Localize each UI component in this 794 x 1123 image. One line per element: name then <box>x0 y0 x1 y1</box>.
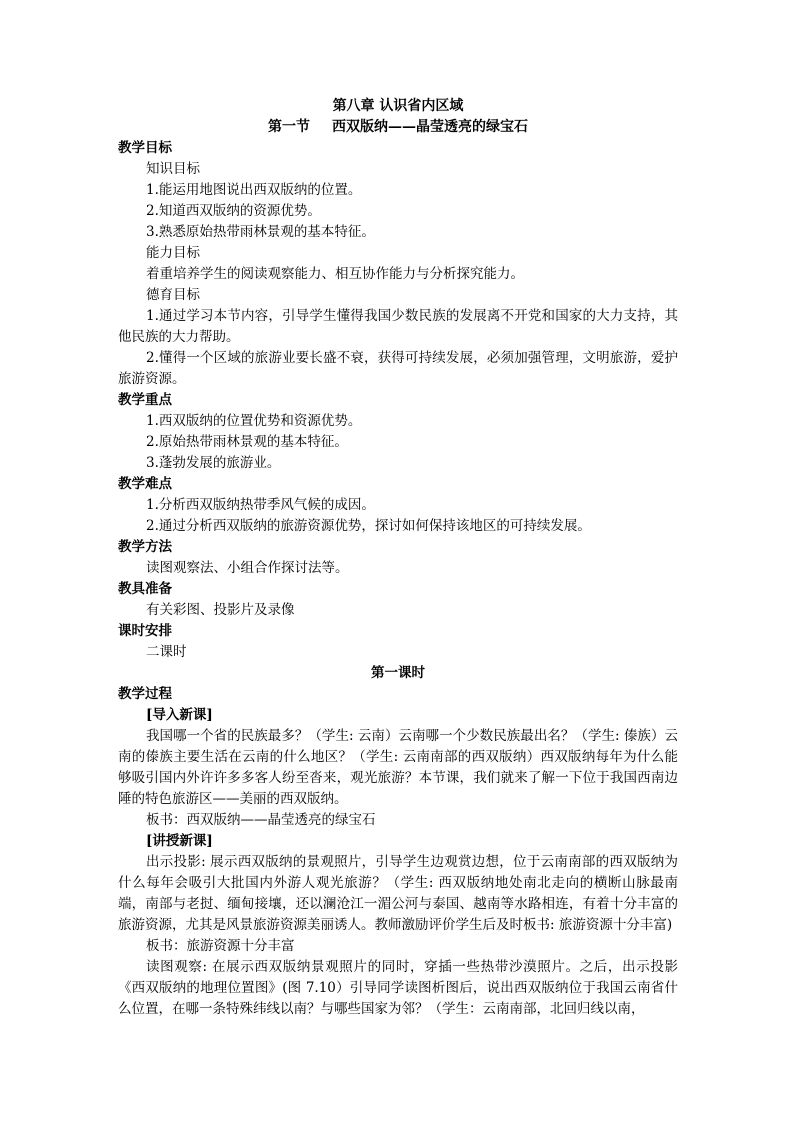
board-note-2: 板书：旅游资源十分丰富 <box>146 938 295 954</box>
intro-paragraph: 我国哪一个省的民族最多？（学生: 云南）云南哪一个少数民族最出名？（学生: 傣族）云南的傣族主要生活在云南的什么地区？（学生: 云南南部的西双版纳）西双版纳每年为什么能够吸引国内外许许多多客人纷至沓来，观光旅游？本节课，我们就来了解一下位于我国西南边陲的特色旅游区——美丽的西双版纳。 <box>118 728 678 807</box>
heading-tools: 教具准备 <box>118 581 172 597</box>
heading-goals: 教学目标 <box>118 140 172 156</box>
key-item-2: 2.原始热带雨林景观的基本特征。 <box>146 434 348 450</box>
knowledge-item-1: 1.能运用地图说出西双版纳的位置。 <box>146 182 362 198</box>
schedule-item: 二课时 <box>146 644 187 660</box>
key-item-1: 1.西双版纳的位置优势和资源优势。 <box>146 413 362 429</box>
section-name: 西双版纳——晶莹透亮的绿宝石 <box>332 119 528 135</box>
ability-goal-label: 能力目标 <box>146 245 200 261</box>
heading-method: 教学方法 <box>118 539 172 555</box>
heading-key-points: 教学重点 <box>118 392 172 408</box>
heading-difficult-points: 教学难点 <box>118 476 172 492</box>
moral-goal-label: 德育目标 <box>146 287 200 303</box>
new-lesson-label: [讲授新课] <box>146 833 213 849</box>
difficult-item-2: 2.通过分析西双版纳的旅游资源优势，探讨如何保持该地区的可持续发展。 <box>146 518 591 534</box>
knowledge-item-3: 3.熟悉原始热带雨林景观的基本特征。 <box>146 224 375 240</box>
map-reading-paragraph: 读图观察: 在展示西双版纳景观照片的同时，穿插一些热带沙漠照片。之后，出示投影《西双版纳的地理位置图》(图 7.10）引导同学读图析图后，说出西双版纳位于我国云南省什么位置，在哪一条特殊纬线以南？与哪些国家为邻？（学生：云南南部，北回归线以南， <box>118 959 678 1017</box>
document-page <box>118 96 678 1020</box>
intro-label: [导入新课] <box>146 707 213 723</box>
key-item-3: 3.蓬勃发展的旅游业。 <box>146 455 281 471</box>
lesson-one-title: 第一课时 <box>371 665 425 681</box>
chapter-title: 第八章 认识省内区域 <box>332 98 464 114</box>
section-title <box>118 117 678 138</box>
knowledge-goal-label: 知识目标 <box>146 161 200 177</box>
new-lesson-paragraph: 出示投影: 展示西双版纳的景观照片，引导学生边观赏边想，位于云南南部的西双版纳为什么每年会吸引大批国内外游人观光旅游？（学生: 西双版纳地处南北走向的横断山脉最南端，南部与老挝、缅甸接壤，还以澜沧江一湄公河与泰国、越南等水路相连，有着十分丰富的旅游资源，尤其是风景旅游资源美丽诱人。教师激励评价学生后及时板书: 旅游资源十分丰富) <box>118 854 678 933</box>
moral-item-1: 1.通过学习本节内容，引导学生懂得我国少数民族的发展离不开党和国家的大力支持，其他民族的大力帮助。 <box>118 308 678 345</box>
tools-item: 有关彩图、投影片及录像 <box>146 602 295 618</box>
section-number: 第一节 <box>268 119 310 135</box>
moral-item-2: 2.懂得一个区域的旅游业要长盛不衰，获得可持续发展，必须加强管理，文明旅游，爱护旅游资源。 <box>118 350 678 387</box>
ability-item-1: 着重培养学生的阅读观察能力、相互协作能力与分析探究能力。 <box>146 266 524 282</box>
knowledge-item-2: 2.知道西双版纳的资源优势。 <box>146 203 321 219</box>
board-note-1: 板书：西双版纳——晶莹透亮的绿宝石 <box>146 812 376 828</box>
difficult-item-1: 1.分析西双版纳热带季风气候的成因。 <box>146 497 375 513</box>
method-item: 读图观察法、小组合作探讨法等。 <box>146 560 349 576</box>
heading-schedule: 课时安排 <box>118 623 172 639</box>
heading-process: 教学过程 <box>118 686 172 702</box>
